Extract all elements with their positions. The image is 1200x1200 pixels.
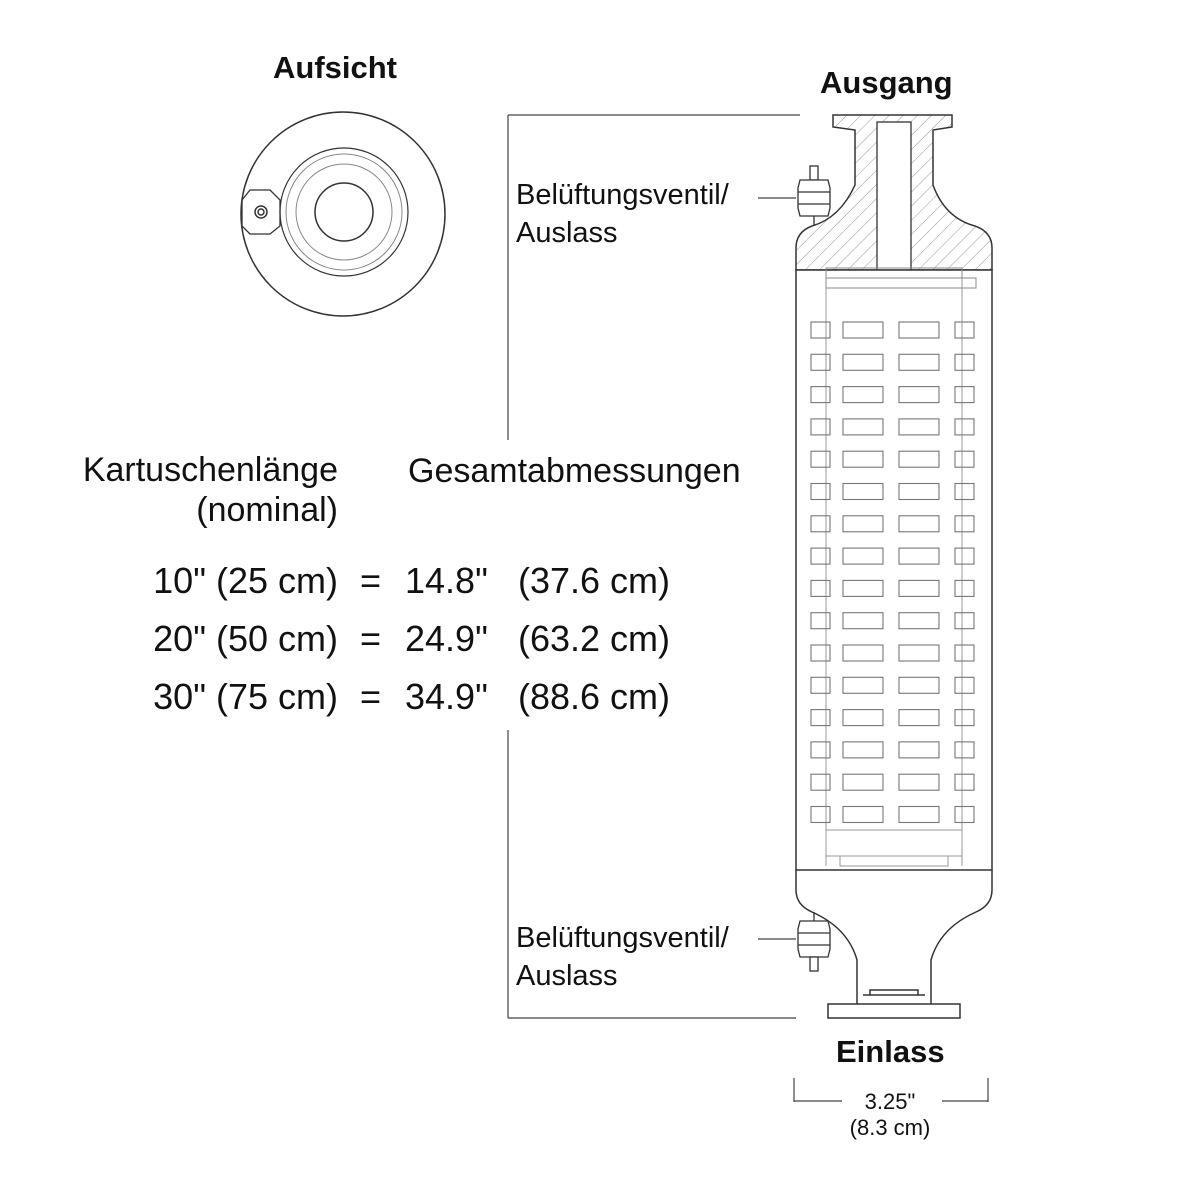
- overall-dimensions-header: Gesamtabmessungen: [408, 452, 741, 490]
- vent-label-bottom: [516, 919, 729, 995]
- overall-cm: (63.2 cm): [518, 618, 671, 659]
- dimension-row: [0, 560, 700, 604]
- width-inches: 3.25": [864, 1089, 916, 1114]
- overall-inches: 14.8": [405, 560, 488, 601]
- overall-cm: (88.6 cm): [518, 676, 671, 717]
- overall-inches: 34.9": [405, 676, 488, 717]
- top-view-drawing: [241, 112, 445, 316]
- inlet-label: Einlass: [836, 1034, 945, 1069]
- overall-cm: (37.6 cm): [518, 560, 671, 601]
- nominal-header-line1: Kartuschenlänge: [82, 451, 338, 489]
- vent-label-top-line2: Auslass: [516, 217, 618, 249]
- vent-leader-lines: [758, 198, 796, 939]
- dimension-row: [0, 676, 700, 720]
- housing-vent-valve-bottom: [798, 912, 830, 971]
- filter-housing-drawing: [796, 115, 992, 1018]
- housing-vent-valve-top: [798, 166, 830, 226]
- equals-sign: =: [360, 618, 382, 659]
- outlet-label: Ausgang: [820, 65, 953, 100]
- top-view-vent-valve: [242, 190, 280, 234]
- overall-inches: 24.9": [405, 618, 488, 659]
- dimension-row: [0, 618, 700, 662]
- vent-label-top: [516, 176, 729, 252]
- top-view-title: Aufsicht: [273, 50, 397, 85]
- equals-sign: =: [360, 560, 382, 601]
- equals-sign: =: [360, 676, 382, 717]
- width-cm: (8.3 cm): [849, 1115, 931, 1140]
- vent-label-bottom-line2: Auslass: [516, 960, 618, 992]
- nominal-length-header: [40, 450, 338, 530]
- width-label: [790, 1089, 990, 1141]
- nominal-header-line2: (nominal): [196, 491, 338, 529]
- vent-label-top-line1: Belüftungsventil/: [516, 179, 729, 211]
- vent-label-bottom-line1: Belüftungsventil/: [516, 922, 729, 954]
- nominal-length: 10" (25 cm): [153, 560, 338, 601]
- nominal-length: 30" (75 cm): [153, 676, 338, 717]
- nominal-length: 20" (50 cm): [153, 618, 338, 659]
